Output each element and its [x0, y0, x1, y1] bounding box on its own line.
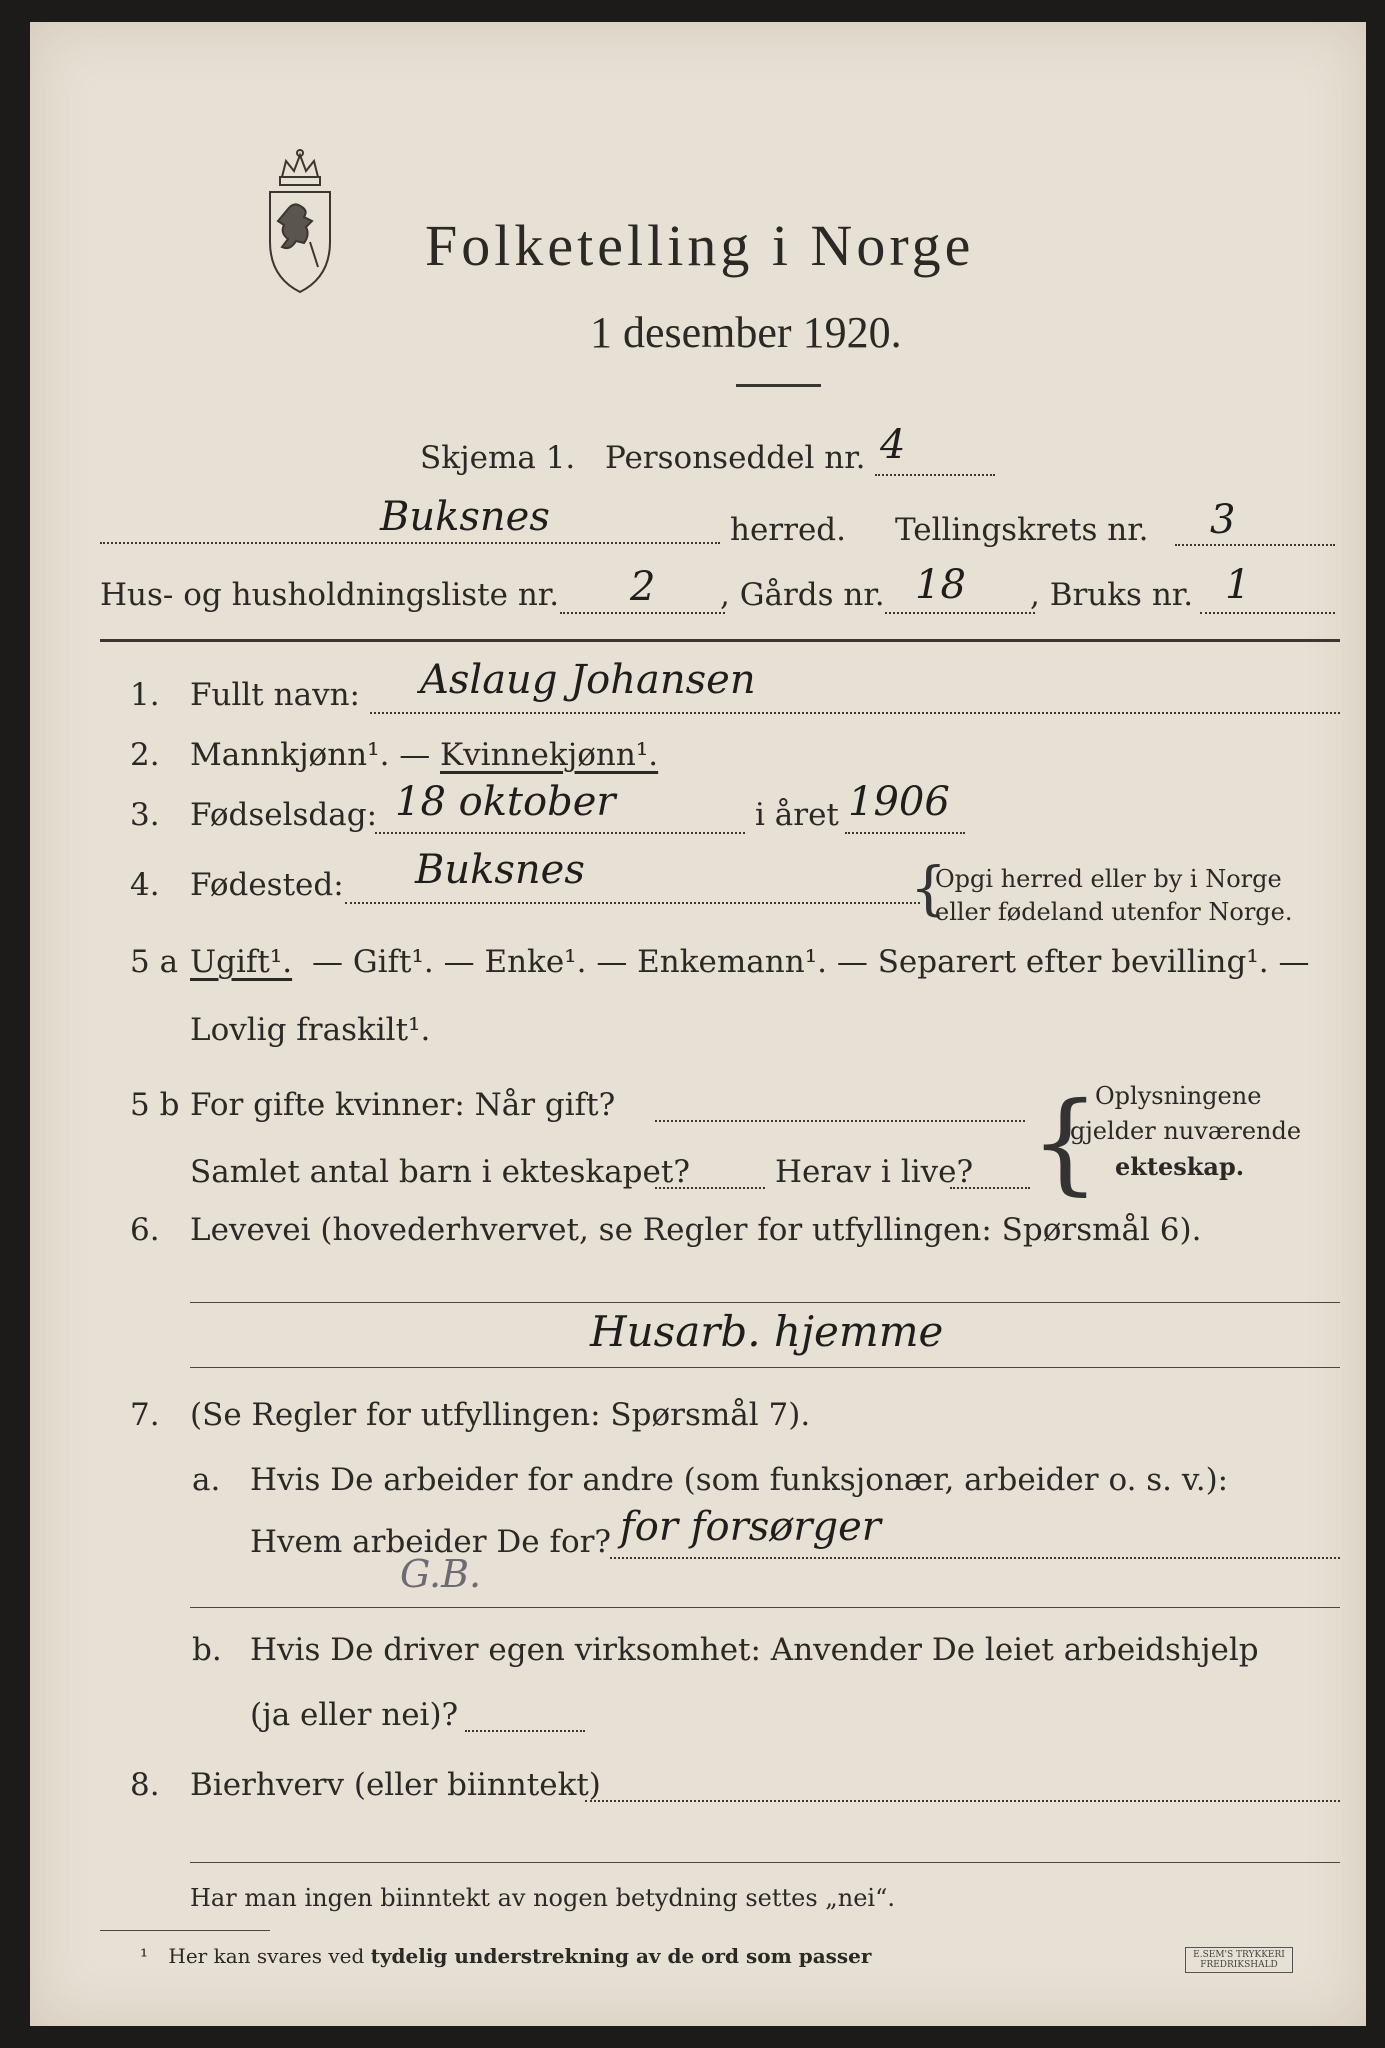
q4-note-1: Opgi herred eller by i Norge [935, 865, 1282, 893]
hus-label: Hus- og husholdningsliste nr. [100, 577, 560, 613]
full-name-value[interactable]: Aslaug Johansen [420, 657, 756, 703]
q7a-letter: a. [192, 1462, 221, 1498]
q6-label: Levevei (hovederhvervet, se Regler for utfyllingen: Spørsmål 6). [190, 1212, 1202, 1248]
q7-label: (Se Regler for utfyllingen: Spørsmål 7). [190, 1397, 811, 1433]
personseddel-field-line [875, 474, 995, 476]
schema-label: Skjema 1. [420, 440, 576, 476]
birthplace-value[interactable]: Buksnes [415, 847, 585, 893]
title-divider [736, 384, 821, 387]
q1-number: 1. [130, 677, 160, 713]
q6-line-2 [190, 1367, 1340, 1368]
q7b-label-2: (ja eller nei)? [250, 1697, 459, 1733]
q5b-number: 5 b [130, 1087, 180, 1123]
q5a-number: 5 a [130, 944, 179, 980]
q5a-lovlig-fraskilt[interactable]: Lovlig fraskilt¹. [190, 1012, 431, 1048]
q5b-children-label: Samlet antal barn i ekteskapet? [190, 1154, 690, 1190]
q5b-children-field[interactable] [655, 1187, 765, 1189]
q7a-label-2: Hvem arbeider De for? [250, 1524, 612, 1560]
q5b-brace: { [1030, 1078, 1100, 1206]
tellingskrets-value[interactable]: 3 [1210, 497, 1236, 543]
hus-field-line [560, 612, 725, 614]
q4-number: 4. [130, 867, 160, 903]
employer-value[interactable]: for forsørger [620, 1504, 881, 1550]
q8-label: Bierhverv (eller biinntekt) [190, 1767, 601, 1803]
q2-number: 2. [130, 737, 160, 773]
q5a-ugift-option[interactable]: Ugift¹. [190, 944, 293, 980]
q4-note-2: eller fødeland utenfor Norge. [935, 898, 1293, 926]
q7a-field-line [610, 1557, 1340, 1559]
q5b-note-2: gjelder nuværende [1070, 1117, 1302, 1145]
q5b-note-3: ekteskap. [1115, 1152, 1245, 1181]
q6-number: 6. [130, 1212, 160, 1248]
occupation-value[interactable]: Husarb. hjemme [590, 1307, 944, 1356]
q7b-letter: b. [192, 1632, 222, 1668]
q3-field-line [375, 832, 745, 834]
q5b-married-when-field[interactable] [655, 1120, 1025, 1122]
bruks-field-line [1200, 612, 1335, 614]
q3-year-label: i året [755, 797, 839, 833]
tellingskrets-label: Tellingskrets nr. [895, 512, 1149, 548]
q8-line-2 [190, 1862, 1340, 1863]
q7b-label: Hvis De driver egen virksomhet: Anvender De leiet arbeidshjelp [250, 1632, 1259, 1668]
form-title: Folketelling i Norge [425, 213, 975, 278]
q3-number: 3. [130, 797, 160, 833]
q7a-label: Hvis De arbeider for andre (som funksjonær, arbeider o. s. v.): [250, 1462, 1229, 1498]
q4-field-line [345, 902, 920, 904]
q5b-note-1: Oplysningene [1095, 1082, 1262, 1110]
personseddel-label: Personseddel nr. [605, 440, 866, 476]
census-date: 1 desember 1920. [590, 308, 902, 357]
bruks-label: , Bruks nr. [1030, 577, 1194, 613]
printer-stamp: E.SEM'S TRYKKERI FREDRIKSHALD [1185, 1947, 1293, 1973]
footnote-marker: ¹ [140, 1944, 149, 1968]
q4-label: Fødested: [190, 867, 344, 903]
q3-year-field-line [845, 832, 965, 834]
q6-line-1 [190, 1302, 1340, 1303]
q2-female-option[interactable]: Kvinnekjønn¹. [440, 737, 659, 773]
birthdate-value[interactable]: 18 oktober [395, 779, 616, 825]
q1-field-line [370, 712, 1340, 714]
bruks-value[interactable]: 1 [1225, 562, 1251, 608]
q7a-line-2 [190, 1607, 1340, 1608]
footnote-bold-text: tydelig understrekning av de ord som passer [370, 1944, 872, 1968]
footnote-text: Her kan svares ved [168, 1944, 365, 1968]
gards-field-line [885, 612, 1035, 614]
q7-number: 7. [130, 1397, 160, 1433]
gards-label: , Gårds nr. [720, 577, 885, 613]
personseddel-value[interactable]: 4 [880, 422, 906, 468]
q5b-married-when-label: For gifte kvinner: Når gift? [190, 1087, 616, 1123]
q2-male-option[interactable]: Mannkjønn¹. — [190, 737, 431, 773]
gards-value[interactable]: 18 [915, 562, 966, 608]
q7a-annotation: G.B. [400, 1552, 482, 1596]
herred-field-line [100, 542, 720, 544]
herred-label: herred. [730, 512, 846, 548]
q8-note: Har man ingen biinntekt av nogen betydning settes „nei“. [190, 1884, 895, 1912]
tellingskrets-field-line [1175, 544, 1335, 546]
birth-year-value[interactable]: 1906 [848, 779, 950, 825]
census-form-page [30, 22, 1366, 2026]
hus-value[interactable]: 2 [630, 564, 656, 610]
q5b-alive-field[interactable] [950, 1187, 1030, 1189]
q5a-other-options[interactable]: — Gift¹. — Enke¹. — Enkemann¹. — Separert efter bevilling¹. — [312, 944, 1310, 980]
q8-field-line[interactable] [585, 1800, 1340, 1802]
q5b-alive-label: Herav i live? [775, 1154, 974, 1190]
header-rule [100, 639, 1340, 642]
q1-label: Fullt navn: [190, 677, 360, 713]
coat-of-arms-icon [260, 147, 340, 297]
footnote-rule [100, 1930, 270, 1931]
herred-value[interactable]: Buksnes [380, 494, 550, 540]
q3-label: Fødselsdag: [190, 797, 378, 833]
q4-brace: { [910, 854, 947, 922]
q8-number: 8. [130, 1767, 160, 1803]
q7b-field-line[interactable] [465, 1730, 585, 1732]
